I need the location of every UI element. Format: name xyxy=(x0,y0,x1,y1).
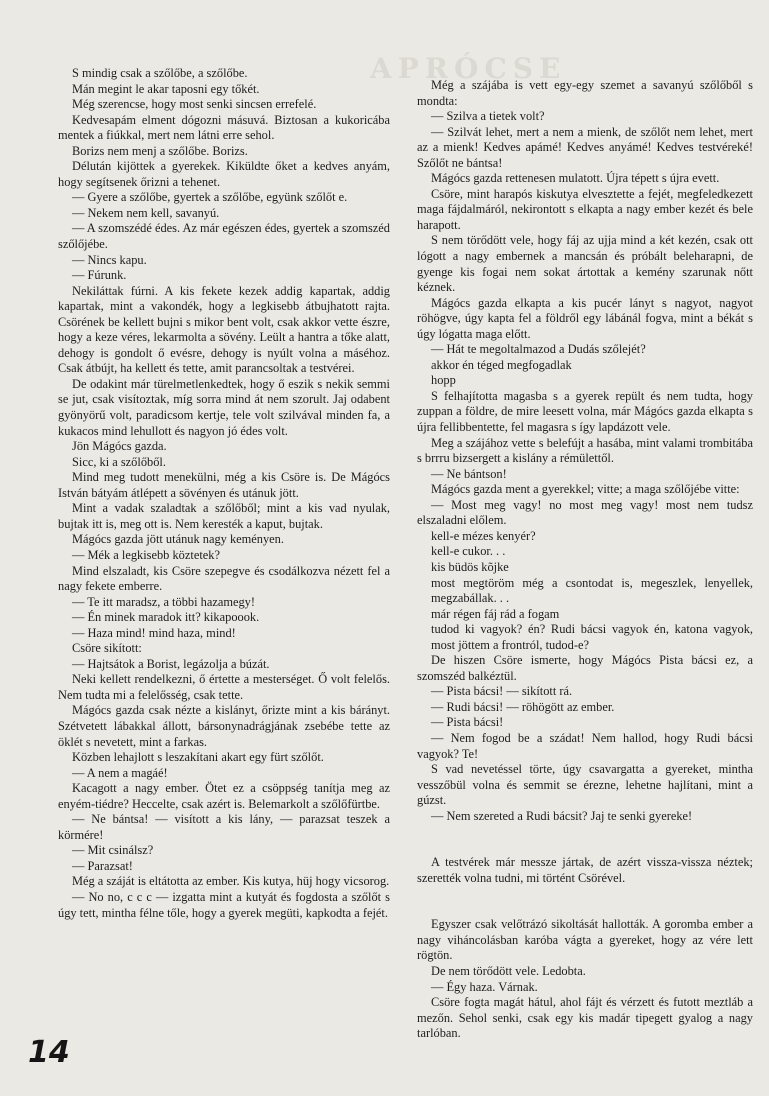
paragraph: Nekiláttak fúrni. A kis fekete kezek addig kapartak, addig kapartak, mint a vakondék, hogy a legkisebb átbujhatott rajta. Csörének be kellett bujni s mikor bent volt, csak akkor vette észre, hogy a keze véres, lekarmolta a sövény. Leült a hantra a tőke alatt, dehogy is gondolt ő evésre, dehogy is nyúlt volna a máséhoz. Csak átbújt, ha kellett és tette, amit parancsoltak a testvérei. xyxy=(58,283,390,376)
right-text-column xyxy=(417,78,753,1042)
paragraph: Jön Mágócs gazda. xyxy=(72,439,167,454)
paragraph: — Nincs kapu. xyxy=(72,252,147,267)
paragraph: Mint a vadak szaladtak a szőlőből; mint a kis vad nyulak, bujtak itt is, meg ott is. Nem keresték a kaput, bujtak. xyxy=(58,501,390,531)
paragraph: — Szilvát lehet, mert a nem a mienk, de szőlőt nem lehet, mert az a mienk! Kedves apámé! Kedves anyámé! Kedves testvéreké! Szőlőt ne bántsa! xyxy=(417,124,753,170)
paragraph: — Parazsat! xyxy=(72,858,133,873)
paragraph: Mágócs gazda elkapta a kis pucér lányt s nagyot, nagyot röhögve, úgy kapta fel a földről egy lábánál fogva, mint a békát s úgy lógatta maga előtt. xyxy=(417,295,753,341)
paragraph: Mágócs gazda csak nézte a kislányt, őrizte mint a kis bárányt. Szétvetett lábakkal állott, bársonynadrágjának zsebébe tette az öklét s nevetett, mint a farkas. xyxy=(58,703,390,749)
verse-line: hopp xyxy=(431,373,456,388)
paragraph: — Gyere a szőlőbe, gyertek a szőlőbe, együnk szőlőt e. xyxy=(72,190,348,205)
paragraph: Mágócs gazda rettenesen mulatott. Újra tépett s újra evett. xyxy=(431,171,720,186)
paragraph: — Szilva a tietek volt? xyxy=(431,109,545,124)
paragraph: — Mit csinálsz? xyxy=(72,843,154,858)
paragraph: Sicc, ki a szőlőből. xyxy=(72,454,166,469)
paragraph: S mindig csak a szőlőbe, a szőlőbe. xyxy=(72,66,248,80)
verse-line: kell-e cukor. . . xyxy=(431,544,506,559)
paragraph: S vad nevetéssel törte, úgy csavargatta a gyereket, mintha vesszőbül volna és semmit se érezne, lehetne hajlítani, mint a gúzst. xyxy=(417,762,753,808)
paragraph: — Haza mind! mind haza, mind! xyxy=(72,625,236,640)
paragraph: A testvérek már messze jártak, de azért vissza-vissza néztek; szerették volna tudni, mi történt Csörével. xyxy=(417,855,753,885)
paragraph: — Ne bántson! xyxy=(431,466,507,481)
paragraph: — Fúrunk. xyxy=(72,268,127,283)
paragraph: Kacagott a nagy ember. Ötet ez a csöppség tanítja meg az enyém-tiédre? Heccelte, csak azért is. Belemarkolt a szőlőfürtbe. xyxy=(58,781,390,811)
paragraph: — A szomszédé édes. Az már egészen édes, gyertek a szomszéd szőlőjébe. xyxy=(58,221,390,252)
paragraph: — Rudi bácsi! — röhögött az ember. xyxy=(431,699,615,714)
paragraph: — Nekem nem kell, savanyú. xyxy=(72,205,220,220)
paragraph: S nem törődött vele, hogy fáj az ujja mind a két kezén, csak ott lógott a nagy embernek a mancsán és próbált beleharapni, de gyenge kis fogai nem sokat ártottak a kemény szarunak nőtt kéznek. xyxy=(417,233,753,295)
paragraph: — Most meg vagy! no most meg vagy! most nem tudsz elszaladni előlem. xyxy=(417,497,753,528)
verse-line: már régen fáj rád a fogam xyxy=(431,606,560,621)
paragraph: Borizs nem menj a szőlőbe. Borizs. xyxy=(72,143,248,158)
paragraph: — Te itt maradsz, a többi hazamegy! xyxy=(72,594,255,609)
paragraph: Neki kellett rendelkezni, ő értette a mesterséget. Ő volt felelős. Nem tudta mi a felelősség, csak tette. xyxy=(58,672,390,702)
paragraph: Csöre, mint harapós kiskutya elvesztette a fejét, megfeledkezett maga fájdalmáról, nekirontott s elkapta a nagy ember kezét és bele harapott. xyxy=(417,186,753,232)
paragraph: S felhajította magasba s a gyerek repült és nem tudta, hogy zuppan a földre, de mire leesett volna, már Mágócs gazda elkapta s újra fellibbentette, fel magasra s így lapdázott vele. xyxy=(417,388,753,435)
paragraph: Mind elszaladt, kis Csöre szepegve és csodálkozva nézett fel a nagy fekete emberre. xyxy=(58,563,390,594)
paragraph: Kedvesapám elment dógozni másuvá. Biztosan a kukoricába mentek a fiúkkal, mert nem látni erre sehol. xyxy=(58,112,390,143)
paragraph: Meg a szájához vette s belefújt a hasába, mint valami trombitába s brrru bizsergett a kislány a rémülettől. xyxy=(417,435,753,466)
paragraph: Közben lehajlott s leszakítani akart egy fürt szőlőt. xyxy=(72,750,324,765)
paragraph: — No no, c c c — izgatta mint a kutyát és fogdosta a szőlőt s úgy tett, mintha félne tőle, hogy a gyerek megüti, kapkodta a fejét. xyxy=(58,889,390,920)
paragraph: Még a szájába is vett egy-egy szemet a savanyú szőlőből s mondta: xyxy=(417,78,753,108)
paragraph: De hiszen Csöre ismerte, hogy Mágócs Pista bácsi ez, a szomszéd balkéztül. xyxy=(417,653,753,683)
verse-line: kis büdös kõjke xyxy=(431,559,509,574)
paragraph: Mágócs gazda jött utánuk nagy keményen. xyxy=(72,532,284,547)
paragraph: Csöre sikított: xyxy=(72,641,142,656)
paragraph: Egyszer csak velőtrázó sikoltását hallották. A goromba ember a nagy viháncolásban karóba vágta a gyereket, hogy az vére lett rögtön. xyxy=(417,917,753,963)
verse-line: tudod ki vagyok? én? Rudi bácsi vagyok én, katona vagyok, most jöttem a frontról, tudod-e? xyxy=(431,622,753,652)
paragraph: — Mék a legkisebb köztetek? xyxy=(72,547,220,562)
paragraph: — Égy haza. Várnak. xyxy=(431,979,538,994)
verse-line: most megtöröm még a csontodat is, megeszlek, lenyellek, megzabállak. . . xyxy=(431,575,753,606)
paragraph: Délután kijöttek a gyerekek. Kiküldte őket a kedves anyám, hogy segítsenek őrizni a tehenet. xyxy=(58,159,390,189)
section-break xyxy=(417,824,753,855)
paragraph: — Pista bácsi! — sikított rá. xyxy=(431,684,573,699)
paragraph: — Pista bácsi! xyxy=(431,715,504,730)
paragraph: Mind meg tudott menekülni, még a kis Csöre is. De Mágócs István bátyám átlépett a sövényen és utánuk jött. xyxy=(58,470,390,500)
paragraph: — A nem a magáé! xyxy=(72,765,168,780)
paragraph: De nem törődött vele. Ledobta. xyxy=(431,963,586,978)
section-break xyxy=(417,886,753,917)
verse-line: akkor én téged megfogadlak xyxy=(431,357,572,372)
paragraph: Még szerencse, hogy most senki sincsen errefelé. xyxy=(72,97,317,112)
paragraph: — Hajtsátok a Borist, legázolja a búzát. xyxy=(72,656,270,671)
paragraph: — Nem szereted a Rudi bácsit? Jaj te senki gyereke! xyxy=(431,808,693,823)
paragraph: Mágócs gazda ment a gyerekkel; vitte; a maga szőlőjébe vitte: xyxy=(431,482,740,497)
left-text-column xyxy=(58,66,390,921)
watermark-text: APRÓCSE xyxy=(370,52,567,85)
paragraph: — Nem fogod be a szádat! Nem hallod, hogy Rudi bácsi vagyok? Te! xyxy=(417,730,753,761)
paragraph: — Ne bántsa! — visított a kis lány, — parazsat teszek a körmére! xyxy=(58,812,390,842)
paragraph: De odakint már türelmetlenkedtek, hogy ő eszik s nekik semmi se jut, csak visítoztak, míg sorra mind át nem szorult. Jaj odabent gyönyörű volt, paradicsom kertje, tele volt szilvával minden fa, a kukacos mind lehullott és nagyon jó édes volt. xyxy=(58,376,390,438)
paragraph: — Én minek maradok itt? kikapoook. xyxy=(72,610,260,625)
paragraph: Mán megint le akar taposni egy tőkét. xyxy=(72,81,260,96)
paragraph: Még a száját is eltátotta az ember. Kis kutya, hüj hogy vicsorog. xyxy=(72,874,390,889)
paragraph: Csöre fogta magát hátul, ahol fájt és vérzett és futott meztláb a mezőn. Sehol senki, csak egy kis madár tipegett gyalog a nagy tarlóban. xyxy=(417,995,753,1041)
paragraph: — Hát te megoltalmazod a Dudás szőlejét? xyxy=(431,342,646,357)
verse-line: kell-e mézes kenyér? xyxy=(431,528,536,543)
page-number: 14 xyxy=(28,1035,70,1070)
